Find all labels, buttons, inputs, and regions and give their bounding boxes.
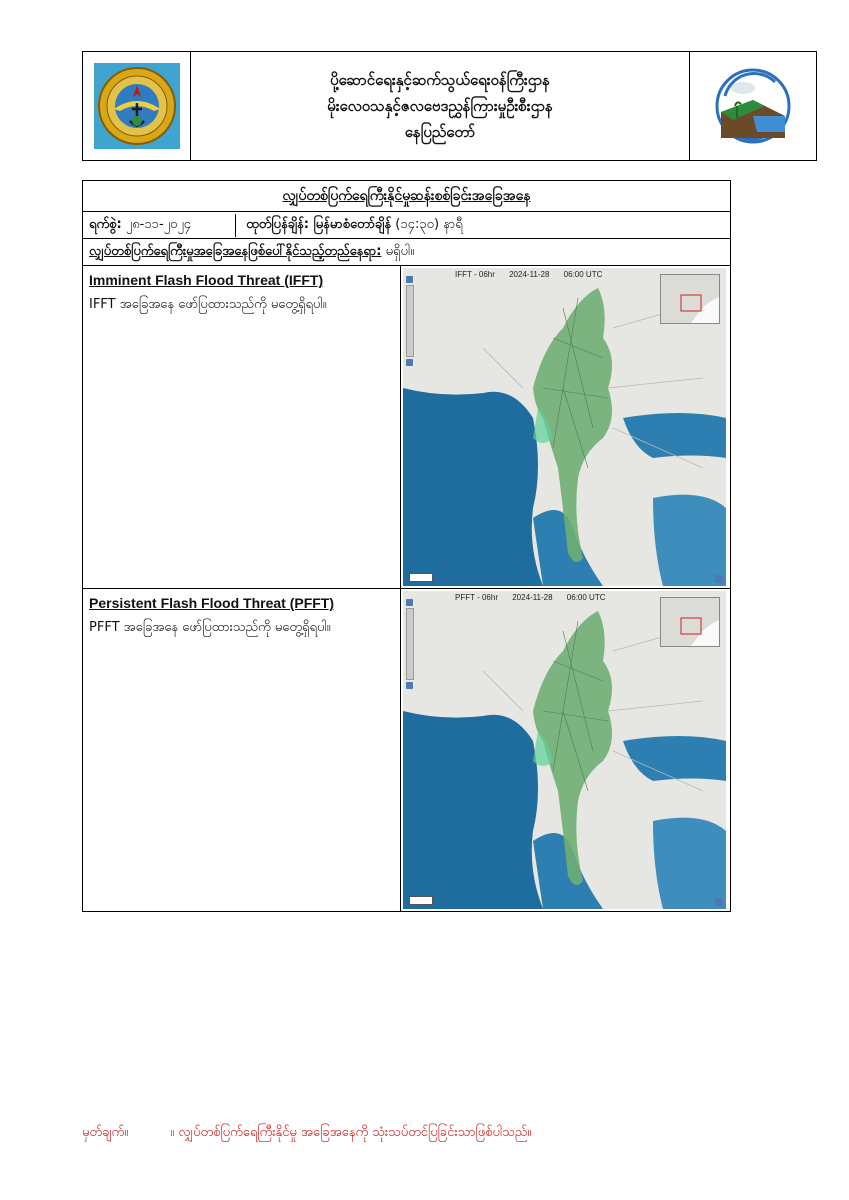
pfft-map-time: 06:00 UTC	[566, 593, 606, 602]
city-name: နေပြည်တော်	[404, 123, 476, 141]
date-label: ရက်စွဲ:	[89, 216, 122, 232]
ministry-name: ပို့ဆောင်ရေးနှင့်ဆက်သွယ်ရေးဝန်ကြီးဌာန	[330, 71, 550, 89]
zoom-out-button[interactable]	[406, 359, 413, 366]
pfft-locator-inset-map	[660, 597, 720, 647]
ifft-map-cell	[401, 266, 731, 589]
ifft-section-title: Imminent Flash Flood Threat (IFFT)	[89, 272, 324, 288]
ifft-section-row	[83, 266, 731, 589]
footer-note-text: ။ လျှပ်တစ်ပြက်ရေကြီးနိုင်မှု အခြေအနေကို သုံးသပ်တင်ပြခြင်းသာဖြစ်ပါသည်။	[170, 1125, 532, 1140]
info-icon[interactable]	[715, 575, 723, 583]
pfft-description-cell	[83, 589, 401, 912]
footer-note	[82, 1124, 531, 1143]
pfft-map-product: PFFT - 06hr	[455, 593, 498, 602]
info-icon[interactable]	[715, 898, 723, 906]
zoom-in-button[interactable]	[406, 276, 413, 283]
ifft-map-caption	[455, 270, 614, 279]
hydrology-cycle-logo	[689, 52, 816, 160]
ifft-description-cell	[83, 266, 401, 589]
threat-location-value: မရှိပါ။	[385, 243, 415, 259]
pfft-map-date: 2024-11-28	[512, 593, 553, 602]
zoom-slider[interactable]	[406, 285, 414, 357]
ifft-locator-inset-map	[660, 274, 720, 324]
footer-note-label: မှတ်ချက်။	[82, 1125, 129, 1140]
zoom-out-button[interactable]	[406, 682, 413, 689]
zoom-in-button[interactable]	[406, 599, 413, 606]
pfft-section-body: PFFT အခြေအနေ ဖော်ပြထားသည်ကို မတွေ့ရှိရပါ။	[89, 620, 331, 635]
ifft-section-body: IFFT အခြေအနေ ဖော်ပြထားသည်ကို မတွေ့ရှိရပါ။	[89, 297, 327, 312]
threat-location-label: လျှပ်တစ်ပြက်ရေကြီးမှုအခြေအနေဖြစ်ပေါ်နိုင်သည့်တည်နေရာ:	[89, 243, 382, 259]
document-header	[82, 51, 817, 161]
ifft-scale-bar	[409, 573, 433, 582]
date-value: ၂၈-၁၁-၂၀၂၄	[125, 216, 192, 232]
pfft-map-cell	[401, 589, 731, 912]
pfft-scale-bar	[409, 896, 433, 905]
ifft-map-time: 06:00 UTC	[563, 270, 603, 279]
report-meta-row	[83, 212, 731, 239]
pfft-map-caption	[455, 593, 617, 602]
pfft-map	[403, 591, 726, 909]
department-name: မိုးလေဝသနှင့်ဇလဗေဒညွှန်ကြားမှုဦးစီးဌာန	[327, 97, 553, 115]
flash-flood-report-table	[82, 180, 731, 912]
report-title: လျှပ်တစ်ပြက်ရေကြီးနိုင်မှုဆန်းစစ်ခြင်းအခြေအနေ	[83, 181, 731, 212]
zoom-slider[interactable]	[406, 608, 414, 680]
issue-time-label: ထုတ်ပြန်ချိန်: မြန်မာစံတော်ချိန်	[246, 216, 392, 232]
dmh-emblem-logo	[83, 52, 191, 160]
ifft-map-product: IFFT - 06hr	[455, 270, 495, 279]
threat-location-row	[83, 239, 731, 266]
ifft-zoom-control[interactable]	[406, 276, 413, 368]
ministry-title-block	[191, 52, 689, 160]
pfft-zoom-control[interactable]	[406, 599, 413, 691]
ifft-map-date: 2024-11-28	[509, 270, 550, 279]
pfft-section-title: Persistent Flash Flood Threat (PFFT)	[89, 595, 335, 611]
issue-time-value: (၁၄:၃၀) နာရီ	[395, 216, 463, 232]
ifft-map	[403, 268, 726, 586]
pfft-section-row	[83, 589, 731, 912]
